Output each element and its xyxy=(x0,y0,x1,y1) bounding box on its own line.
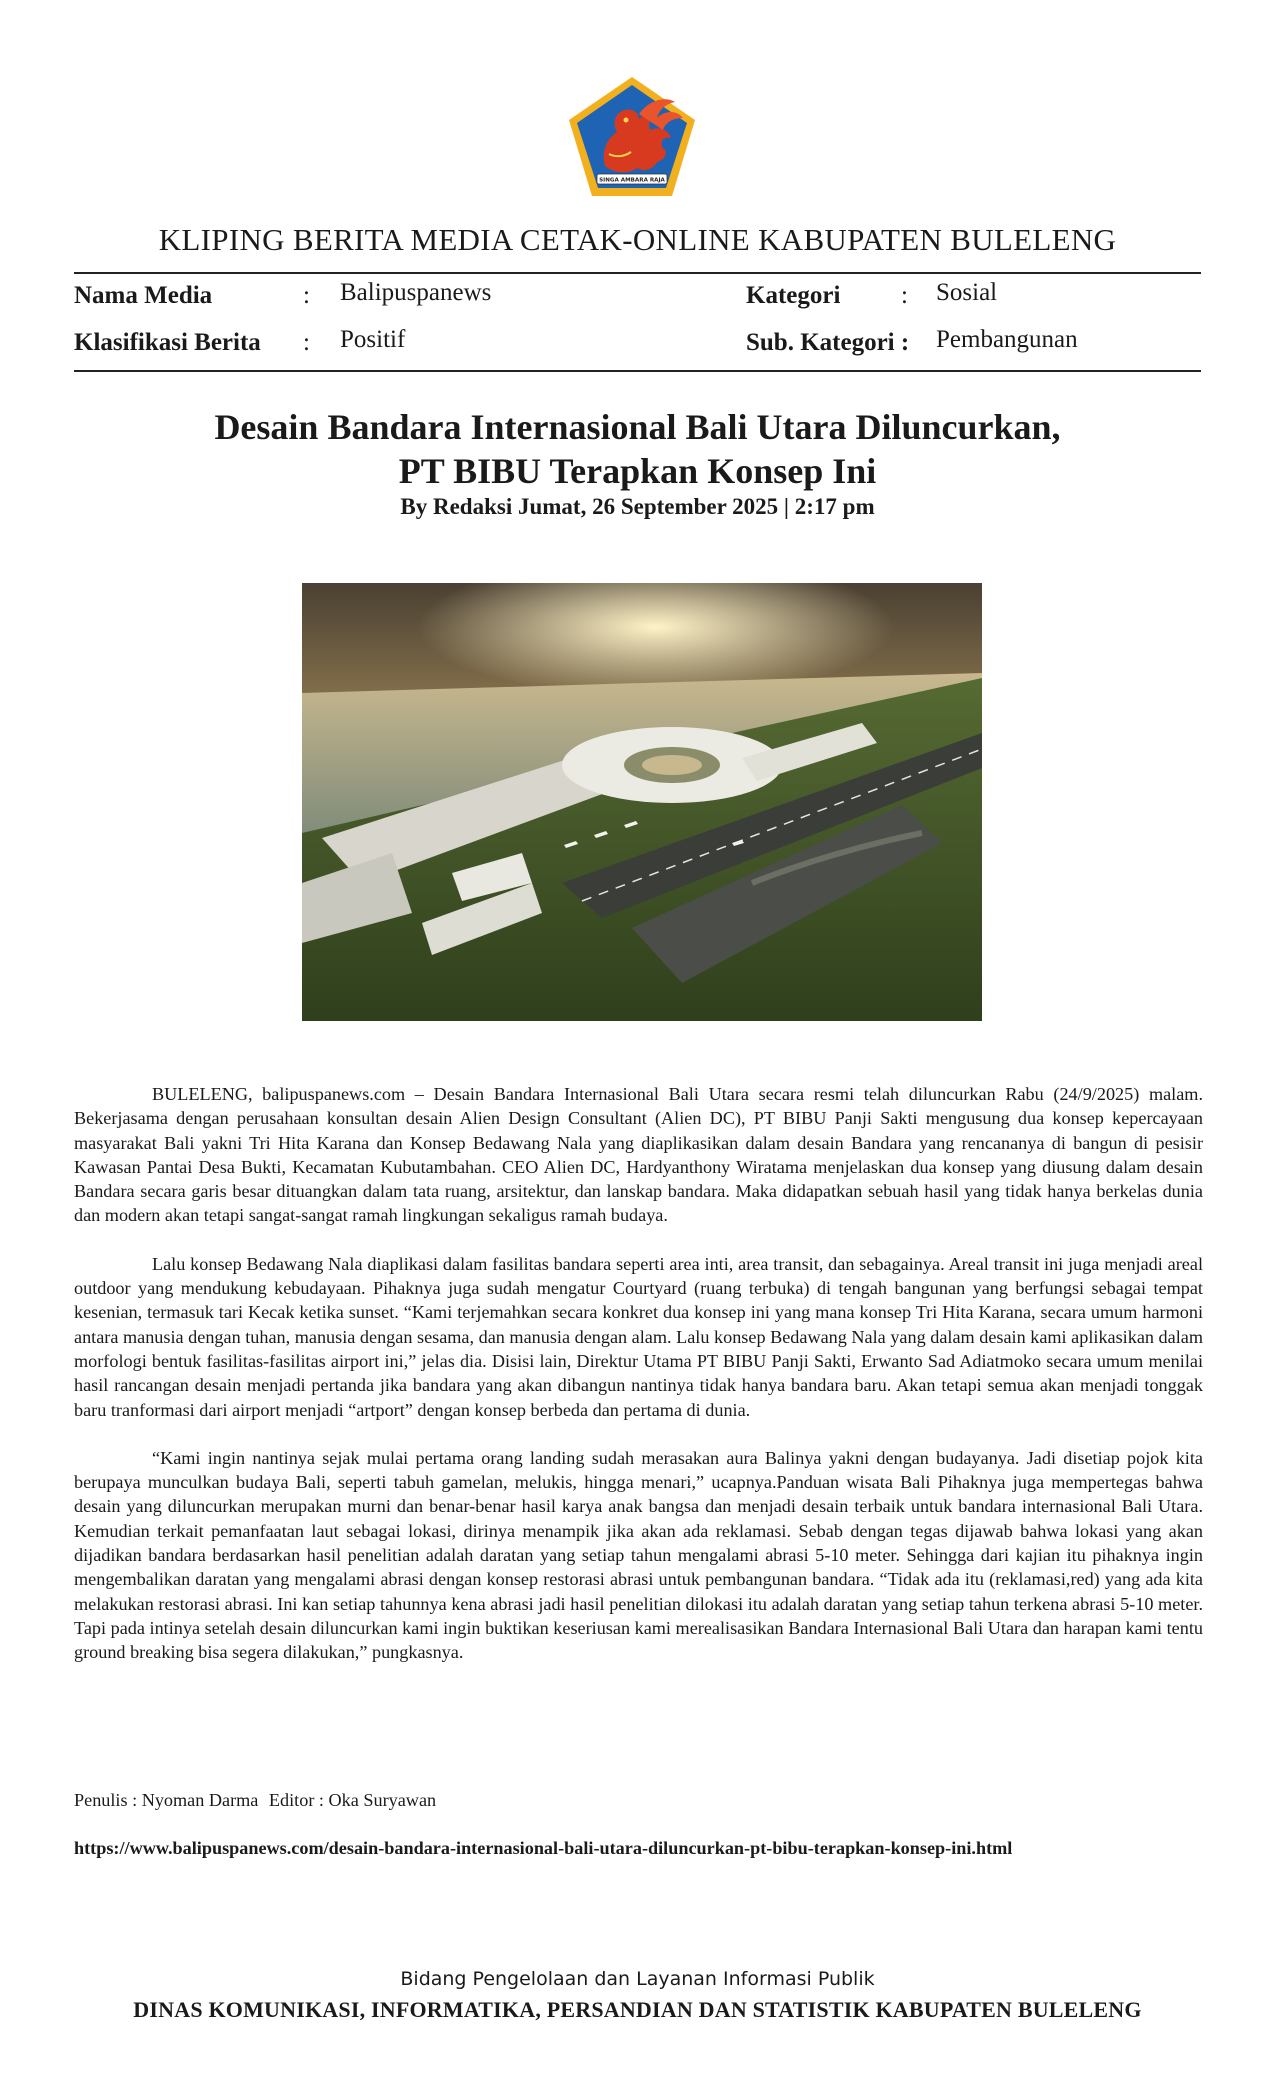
classification-value: Positif xyxy=(340,326,406,353)
subcategory-label: Sub. Kategori : xyxy=(746,329,910,356)
lion-emblem-icon xyxy=(565,74,699,200)
header-bottom-rule xyxy=(74,370,1201,372)
category-label: Kategori xyxy=(746,282,841,309)
category-colon: : xyxy=(901,282,908,309)
category-value: Sosial xyxy=(936,279,998,306)
article-paragraph: “Kami ingin nantinya sejak mulai pertama orang landing sudah merasakan aura Balinya yakni dengan budayanya. Jadi disetiap pojok kita berupaya munculkan budaya Bali, seperti tabuh gamelan, melukis, hingga menari,” ucapnya.Panduan wisata Bali Pihaknya juga mempertegas bahwa desain yang diluncurkan merupakan murni dan benar-benar hasil karya anak bangsa dan menjadi desain terbaik untuk bandara internasional Bali Utara. Kemudian terkait pemanfaatan laut sebagai lokasi, dirinya menampik jika akan ada reklamasi. Sebab dengan tegas dijawab bahwa lokasi yang akan dijadikan bandara berdasarkan hasil penelitian adalah daratan yang setiap tahun mengalami abrasi 5-10 meter. Sehingga dari kajian itu pihaknya ingin mengembalikan daratan yang mengalami abrasi dengan konsep restorasi abrasi untuk pembangunan bandara. “Tidak ada itu (reklamasi,red) yang ada kita melakukan restorasi abrasi. Ini kan setiap tahunnya kena abrasi jadi hasil penelitian dilokasi itu adalah daratan yang setiap tahun terkena abrasi 5-10 meter. Tapi pada intinya setelah desain diluncurkan kami ingin buktikan keseriusan kami merealisasikan Bandara Internasional Bali Utara dan harapan kami tentu ground breaking bisa segera dilakukan,” pungkasnya. xyxy=(74,1447,1203,1663)
media-value: Balipuspanews xyxy=(340,279,492,306)
article-paragraph: Lalu konsep Bedawang Nala diaplikasi dalam fasilitas bandara seperti area inti, area transit, dan sebagainya. Areal transit ini juga menjadi areal outdoor yang mendukung kebudayaan. Pihaknya juga sudah mengatur Courtyard (ruang terbuka) di tengah bangunan yang berfungsi sebagai tempat kesenian, termasuk tari Kecak ketika sunset. “Kami terjemahkan secara konkret dua konsep ini yang mana konsep Tri Hita Karana, secara umum harmoni antara manusia dengan tuhan, manusia dengan sesama, dan manusia dengan alam. Lalu konsep Bedawang Nala yang dalam desain kami aplikasikan dalam morfologi bentuk fasilitas-fasilitas airport ini,” jelas dia. Disisi lain, Direktur Utama PT BIBU Panji Sakti, Erwanto Sad Adiatmoko secara umum menilai hasil rancangan desain menjadi pertanda jika bandara yang akan dibangun nantinya tidak hanya bandara baru. Akan tetapi semua akan menjadi tonggak baru tranformasi dari airport menjadi “artport” dengan konsep berbeda dan pertama di dunia. xyxy=(74,1253,1203,1420)
metadata-block xyxy=(74,278,1201,366)
headline-line-1: Desain Bandara Internasional Bali Utara Diluncurkan, xyxy=(214,407,1061,447)
article-credit xyxy=(74,1790,436,1811)
svg-text:SINGA AMBARA RAJA: SINGA AMBARA RAJA xyxy=(599,177,665,184)
footer-agency: DINAS KOMUNIKASI, INFORMATIKA, PERSANDIAN DAN STATISTIK KABUPATEN BULELENG xyxy=(133,1997,1142,2022)
classification-label: Klasifikasi Berita xyxy=(74,329,261,356)
media-colon: : xyxy=(303,282,310,309)
airport-render-image xyxy=(302,583,982,1021)
buleleng-logo xyxy=(565,74,699,200)
header-top-rule xyxy=(74,272,1201,274)
source-url[interactable]: https://www.balipuspanews.com/desain-bandara-internasional-bali-utara-diluncurkan-pt-bibu-terapkan-konsep-ini.html xyxy=(74,1838,1013,1858)
media-label: Nama Media xyxy=(74,282,213,309)
article-paragraph: BULELENG, balipuspanews.com – Desain Bandara Internasional Bali Utara secara resmi telah diluncurkan Rabu (24/9/2025) malam. Bekerjasama dengan perusahaan konsultan desain Alien Design Consultant (Alien DC), PT BIBU Panji Sakti mengusung dua konsep kepercayaan masyarakat Bali yakni Tri Hita Karana dan Konsep Bedawang Nala yang diaplikasikan dalam desain Bandara yang rencananya di bangun di pesisir Kawasan Pantai Desa Bukti, Kecamatan Kubutambahan. CEO Alien DC, Hardyanthony Wiratama menjelaskan dua konsep yang diusung dalam desain Bandara secara garis besar dituangkan dalam tata ruang, arsitektur, dan lanskap bandara. Maka didapatkan sebuah hasil yang tidak hanya berkelas dunia dan modern akan tetapi sangat-sangat ramah lingkungan sekaligus ramah budaya. xyxy=(74,1084,1203,1226)
article-headline xyxy=(74,405,1201,493)
editor-credit: Editor : Oka Suryawan xyxy=(268,1790,437,1810)
document-title: KLIPING BERITA MEDIA CETAK-ONLINE KABUPATEN BULELENG xyxy=(158,222,1117,257)
article-photo xyxy=(302,583,982,1021)
footer-division: Bidang Pengelolaan dan Layanan Informasi Publik xyxy=(400,1968,875,1990)
subcategory-value: Pembangunan xyxy=(936,326,1078,353)
article-byline: By Redaksi Jumat, 26 September 2025 | 2:17 pm xyxy=(400,494,875,519)
article-body xyxy=(74,1082,1203,1689)
writer-credit: Penulis : Nyoman Darma xyxy=(74,1790,259,1810)
classification-colon: : xyxy=(303,329,310,356)
headline-line-2: PT BIBU Terapkan Konsep Ini xyxy=(398,451,877,491)
